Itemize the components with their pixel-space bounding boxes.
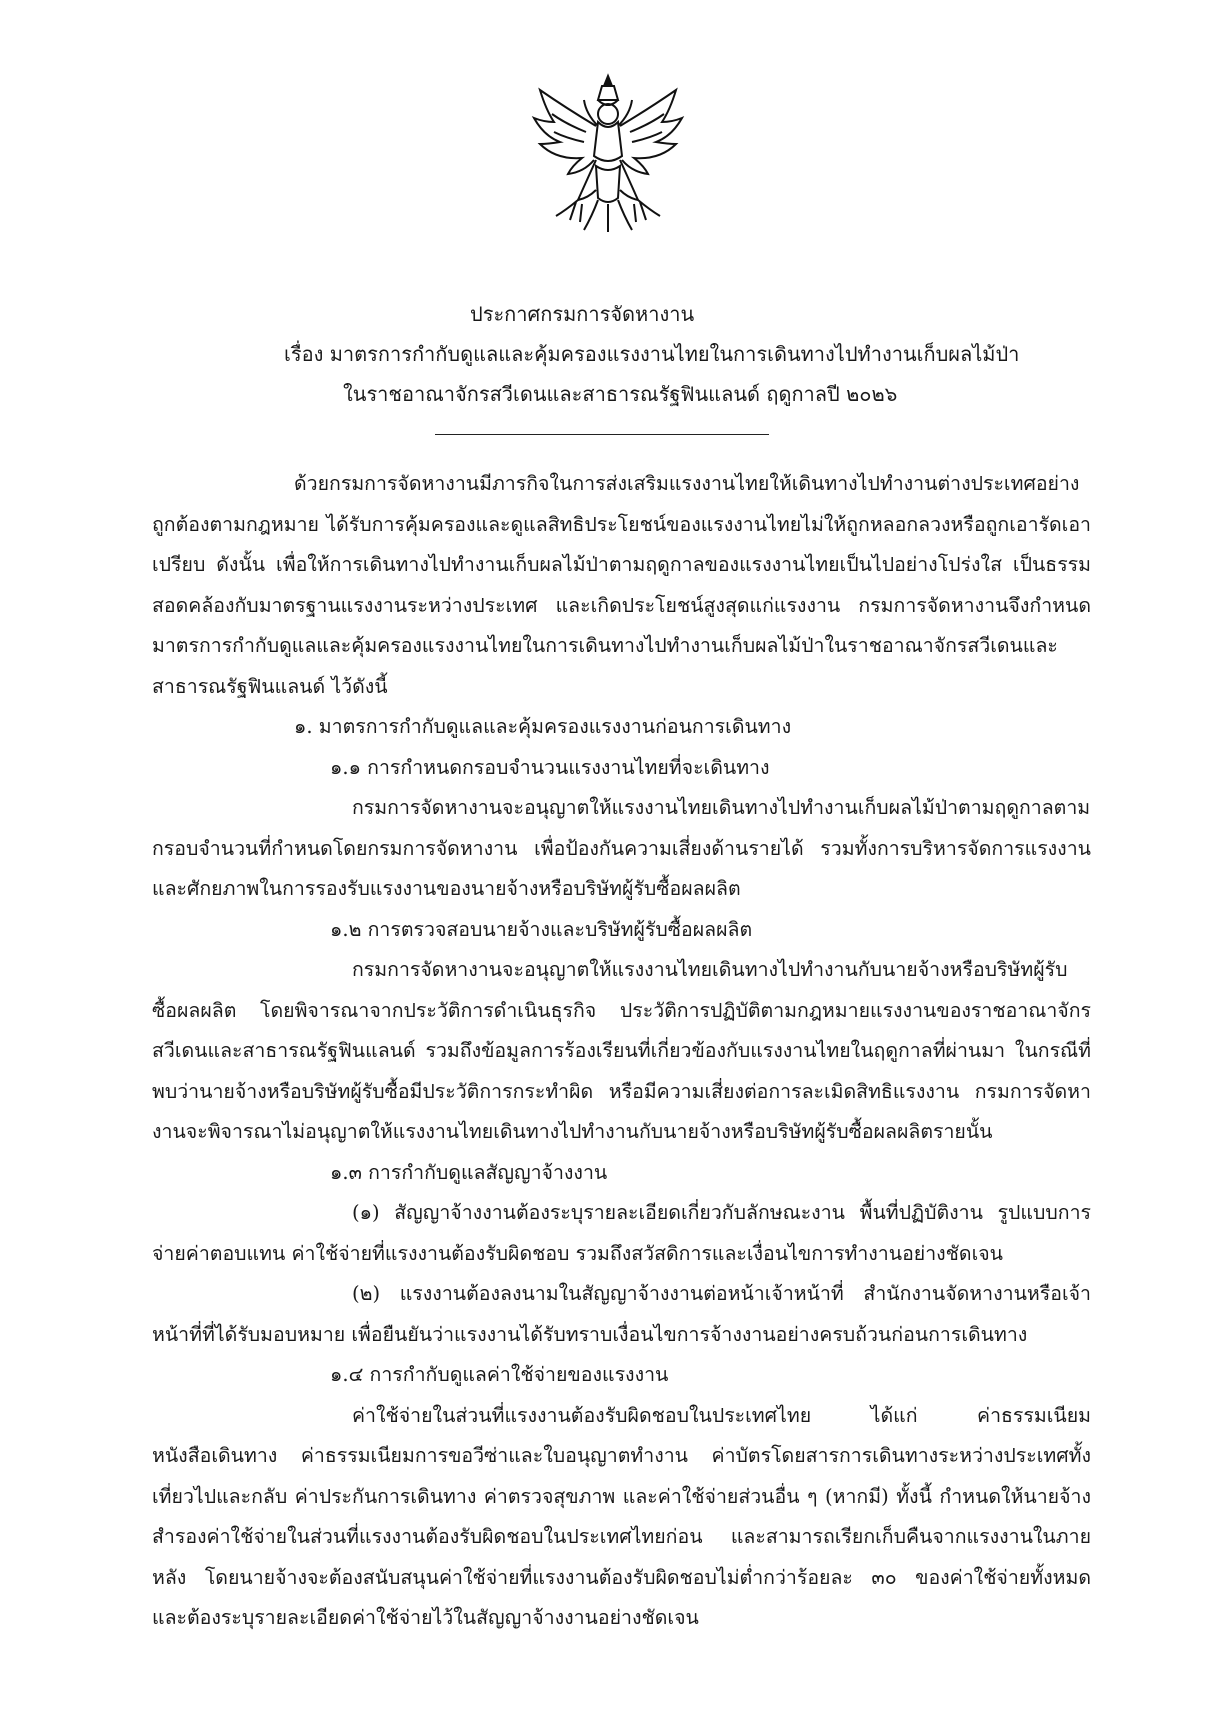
section-1-1-heading: ๑.๑ การกำหนดกรอบจำนวนแรงงานไทยที่จะเดินทาง (330, 755, 770, 779)
subject-line-1: เรื่อง มาตรการกำกับดูแลและคุ้มครองแรงงานไทยในการเดินทางไปทำงานเก็บผลไม้ป่า (284, 342, 1020, 366)
section-1-3-heading: ๑.๓ การกำกับดูแลสัญญาจ้างงาน (330, 1160, 608, 1184)
title-divider (435, 434, 769, 435)
section-1-3-item-1: (๑) สัญญาจ้างงานต้องระบุรายละเอียดเกี่ยวกับลักษณะงาน พื้นที่ปฏิบัติงาน รูปแบบการจ่ายค่าตอบแทน ค่าใช้จ่ายที่แรงงานต้องรับผิดชอบ รวมถึงสวัสดิการและเงื่อนไขการทำงานอย่างชัดเจน (152, 1201, 1091, 1265)
section-1-heading: ๑. มาตรการกำกับดูแลและคุ้มครองแรงงานก่อนการเดินทาง (294, 715, 792, 738)
section-1-3-item-2: (๒) แรงงานต้องลงนามในสัญญาจ้างงานต่อหน้าเจ้าหน้าที่ สำนักงานจัดหางานหรือเจ้าหน้าที่ที่ได้รับมอบหมาย เพื่อยืนยันว่าแรงงานได้รับทราบเงื่อนไขการจ้างงานอย่างครบถ้วนก่อนการเดินทาง (152, 1282, 1091, 1346)
section-1-1-paragraph: กรมการจัดหางานจะอนุญาตให้แรงงานไทยเดินทางไปทำงานเก็บผลไม้ป่าตามฤดูกาลตามกรอบจำนวนที่กำหนดโดยกรมการจัดหางาน เพื่อป้องกันความเสี่ยงด้านรายได้ รวมทั้งการบริหารจัดการแรงงานและศักยภาพในการรองรับแรงงานของนายจ้างหรือบริษัทผู้รับซื้อผลผลิต (152, 796, 1091, 900)
subject-line-2: ในราชอาณาจักรสวีเดนและสาธารณรัฐฟินแลนด์ ฤดูกาลปี ๒๐๒๖ (343, 382, 898, 406)
garuda-emblem-icon (526, 70, 690, 236)
intro-paragraph: ด้วยกรมการจัดหางานมีภารกิจในการส่งเสริมแรงงานไทยให้เดินทางไปทำงานต่างประเทศอย่างถูกต้องตามกฎหมาย ได้รับการคุ้มครองและดูแลสิทธิประโยชน์ของแรงงานไทยไม่ให้ถูกหลอกลวงหรือถูกเอารัดเอาเปรียบ ดังนั้น เพื่อให้การเดินทางไปทำงานเก็บผลไม้ป่าตามฤดูกาลของแรงงานไทยเป็นไปอย่างโปร่งใส เป็นธรรม สอดคล้องกับมาตรฐานแรงงานระหว่างประเทศ และเกิดประโยชน์สูงสุดแก่แรงงาน กรมการจัดหางานจึงกำหนดมาตรการกำกับดูแลและคุ้มครองแรงงานไทยในการเดินทางไปทำงานเก็บผลไม้ป่าในราชอาณาจักรสวีเดนและสาธารณรัฐฟินแลนด์ ไว้ดังนี้ (152, 472, 1091, 698)
section-1-2-heading: ๑.๒ การตรวจสอบนายจ้างและบริษัทผู้รับซื้อผลผลิต (330, 917, 753, 941)
announcement-title: ประกาศกรมการจัดหางาน (470, 302, 695, 326)
announcement-body (152, 464, 1091, 1639)
section-1-4-paragraph: ค่าใช้จ่ายในส่วนที่แรงงานต้องรับผิดชอบในประเทศไทย ได้แก่ ค่าธรรมเนียมหนังสือเดินทาง ค่าธรรมเนียมการขอวีซ่าและใบอนุญาตทำงาน ค่าบัตรโดยสารการเดินทางระหว่างประเทศทั้งเที่ยวไปและกลับ ค่าประกันการเดินทาง ค่าตรวจสุขภาพ และค่าใช้จ่ายส่วนอื่น ๆ (หากมี) ทั้งนี้ กำหนดให้นายจ้างสำรองค่าใช้จ่ายในส่วนที่แรงงานต้องรับผิดชอบในประเทศไทยก่อน และสามารถเรียกเก็บคืนจากแรงงานในภายหลัง โดยนายจ้างจะต้องสนับสนุนค่าใช้จ่ายที่แรงงานต้องรับผิดชอบไม่ต่ำกว่าร้อยละ ๓๐ ของค่าใช้จ่ายทั้งหมด และต้องระบุรายละเอียดค่าใช้จ่ายไว้ในสัญญาจ้างงานอย่างชัดเจน (152, 1403, 1091, 1629)
section-1-2-paragraph: กรมการจัดหางานจะอนุญาตให้แรงงานไทยเดินทางไปทำงานกับนายจ้างหรือบริษัทผู้รับซื้อผลผลิต โดยพิจารณาจากประวัติการดำเนินธุรกิจ ประวัติการปฏิบัติตามกฎหมายแรงงานของราชอาณาจักรสวีเดนและสาธารณรัฐฟินแลนด์ รวมถึงข้อมูลการร้องเรียนที่เกี่ยวข้องกับแรงงานไทยในฤดูกาลที่ผ่านมา ในกรณีที่พบว่านายจ้างหรือบริษัทผู้รับซื้อมีประวัติการกระทำผิด หรือมีความเสี่ยงต่อการละเมิดสิทธิแรงงาน กรมการจัดหางานจะพิจารณาไม่อนุญาตให้แรงงานไทยเดินทางไปทำงานกับนายจ้างหรือบริษัทผู้รับซื้อผลผลิตรายนั้น (152, 958, 1091, 1143)
section-1-4-heading: ๑.๔ การกำกับดูแลค่าใช้จ่ายของแรงงาน (330, 1363, 669, 1386)
